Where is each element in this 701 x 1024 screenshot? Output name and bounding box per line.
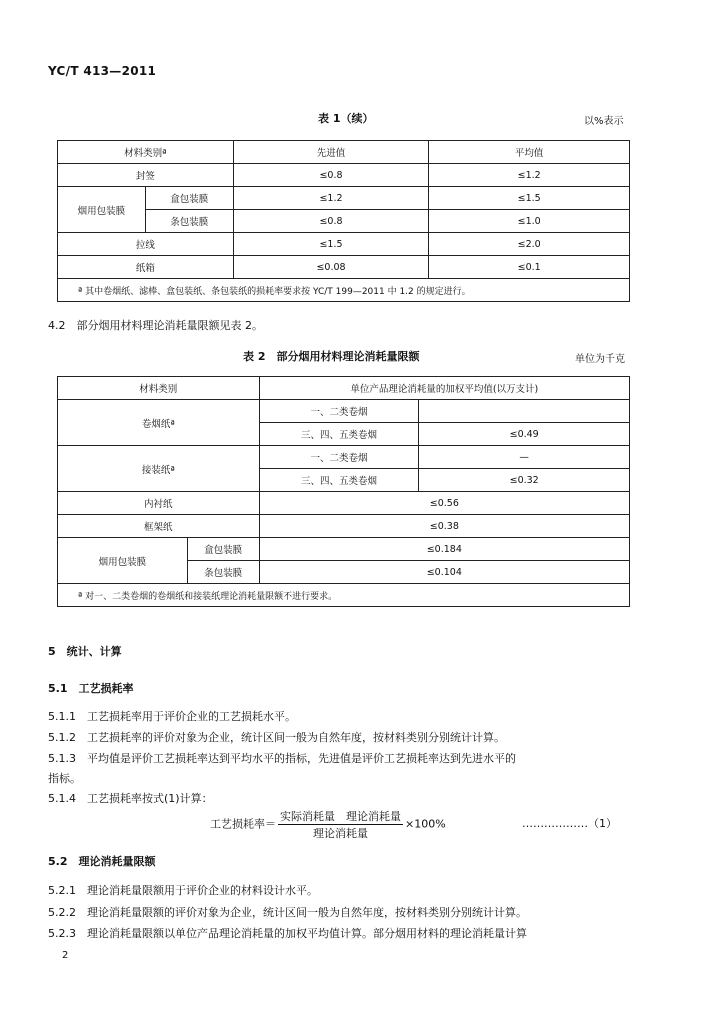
table1-cell: 封签 xyxy=(58,164,234,187)
table1-header-average: 平均值 xyxy=(429,141,630,164)
table2-unit: 单位为千克 xyxy=(575,354,625,365)
standard-code: YC/T 413—2011 xyxy=(48,64,157,78)
para-4-2: 4.2 部分烟用材料理论消耗量限额见表 2。 xyxy=(48,319,263,332)
para-5-1-3: 5.1.3 平均值是评价工艺损耗率达到平均水平的指标，先进值是评价工艺损耗率达到先进水平的 xyxy=(48,752,516,765)
para-5-2-1: 5.2.1 理论消耗量限额用于评价企业的材料设计水平。 xyxy=(48,884,318,897)
table1-cell: ≤1.5 xyxy=(233,233,429,256)
formula-lhs: 工艺损耗率＝ xyxy=(210,817,276,831)
table1 xyxy=(57,140,630,302)
table1-header-category: 材料类别ª xyxy=(58,141,234,164)
table2-cell: 条包装膜 xyxy=(187,561,259,584)
table2-cell: ≤0.32 xyxy=(419,469,630,492)
para-5-1-3-cont: 指标。 xyxy=(48,772,81,785)
page-number: 2 xyxy=(62,950,69,961)
table1-cell: ≤0.08 xyxy=(233,256,429,279)
formula-number: ………………（1） xyxy=(522,817,617,830)
table2-cell: — xyxy=(419,446,630,469)
table2-label: 卷烟纸ª xyxy=(58,400,260,446)
table2-label: 接装纸ª xyxy=(58,446,260,492)
table2-cell: 三、四、五类卷烟 xyxy=(259,423,419,446)
table2-cell xyxy=(419,400,630,423)
para-5-1-4: 5.1.4 工艺损耗率按式(1)计算： xyxy=(48,792,213,805)
table1-cell: ≤1.2 xyxy=(429,164,630,187)
section-5-heading: 5 统计、计算 xyxy=(48,645,122,658)
table2-caption: 表 2 部分烟用材料理论消耗量限额 xyxy=(243,350,420,363)
table1-cell: ≤1.2 xyxy=(233,187,429,210)
table2-header-value: 单位产品理论消耗量的加权平均值(以万支计) xyxy=(259,377,629,400)
table1-cell: ≤2.0 xyxy=(429,233,630,256)
table1-cell: ≤0.8 xyxy=(233,210,429,233)
table2-cell: 一、二类卷烟 xyxy=(259,400,419,423)
table2 xyxy=(57,376,630,607)
formula-numerator: 实际消耗量 理论消耗量 xyxy=(280,810,401,823)
formula-1 xyxy=(210,808,446,841)
table2-header-category: 材料类别 xyxy=(58,377,260,400)
table1-unit: 以%表示 xyxy=(584,116,624,127)
para-5-1-1: 5.1.1 工艺损耗率用于评价企业的工艺损耗水平。 xyxy=(48,710,296,723)
table1-footnote: ª 其中卷烟纸、滤棒、盒包装纸、条包装纸的损耗率要求按 YC/T 199—2011 中 1.2 的规定进行。 xyxy=(58,279,630,302)
table2-label: 烟用包装膜 xyxy=(58,538,188,584)
table2-footnote: ª 对一、二类卷烟的卷烟纸和接装纸理论消耗量限额不进行要求。 xyxy=(58,584,630,607)
table1-cell: 纸箱 xyxy=(58,256,234,279)
para-5-2-3: 5.2.3 理论消耗量限额以单位产品理论消耗量的加权平均值计算。部分烟用材料的理论消耗量计算 xyxy=(48,927,527,940)
table2-cell: 一、二类卷烟 xyxy=(259,446,419,469)
table1-cell: ≤1.0 xyxy=(429,210,630,233)
table1-caption: 表 1（续） xyxy=(318,112,374,125)
table2-cell: ≤0.38 xyxy=(259,515,629,538)
formula-fraction xyxy=(278,808,403,841)
table1-cell: ≤0.8 xyxy=(233,164,429,187)
table1-cell: 盒包装膜 xyxy=(145,187,233,210)
para-5-1-2: 5.1.2 工艺损耗率的评价对象为企业，统计区间一般为自然年度，按材料类别分别统计计算。 xyxy=(48,731,505,744)
para-5-2-2: 5.2.2 理论消耗量限额的评价对象为企业，统计区间一般为自然年度，按材料类别分别统计计算。 xyxy=(48,906,527,919)
table2-cell: ≤0.104 xyxy=(259,561,629,584)
table2-label: 框架纸 xyxy=(58,515,260,538)
table1-cell: 拉线 xyxy=(58,233,234,256)
table1-cell: ≤1.5 xyxy=(429,187,630,210)
table2-cell: 三、四、五类卷烟 xyxy=(259,469,419,492)
table2-label: 内衬纸 xyxy=(58,492,260,515)
table1-group-label: 烟用包装膜 xyxy=(58,187,146,233)
formula-rhs: ×100% xyxy=(405,817,446,831)
section-5-1-heading: 5.1 工艺损耗率 xyxy=(48,682,134,695)
table2-cell: ≤0.184 xyxy=(259,538,629,561)
table1-cell: 条包装膜 xyxy=(145,210,233,233)
table2-cell: ≤0.56 xyxy=(259,492,629,515)
table1-cell: ≤0.1 xyxy=(429,256,630,279)
section-5-2-heading: 5.2 理论消耗量限额 xyxy=(48,855,156,868)
table2-cell: 盒包装膜 xyxy=(187,538,259,561)
table2-cell: ≤0.49 xyxy=(419,423,630,446)
formula-denominator: 理论消耗量 xyxy=(313,827,368,840)
table1-header-advanced: 先进值 xyxy=(233,141,429,164)
